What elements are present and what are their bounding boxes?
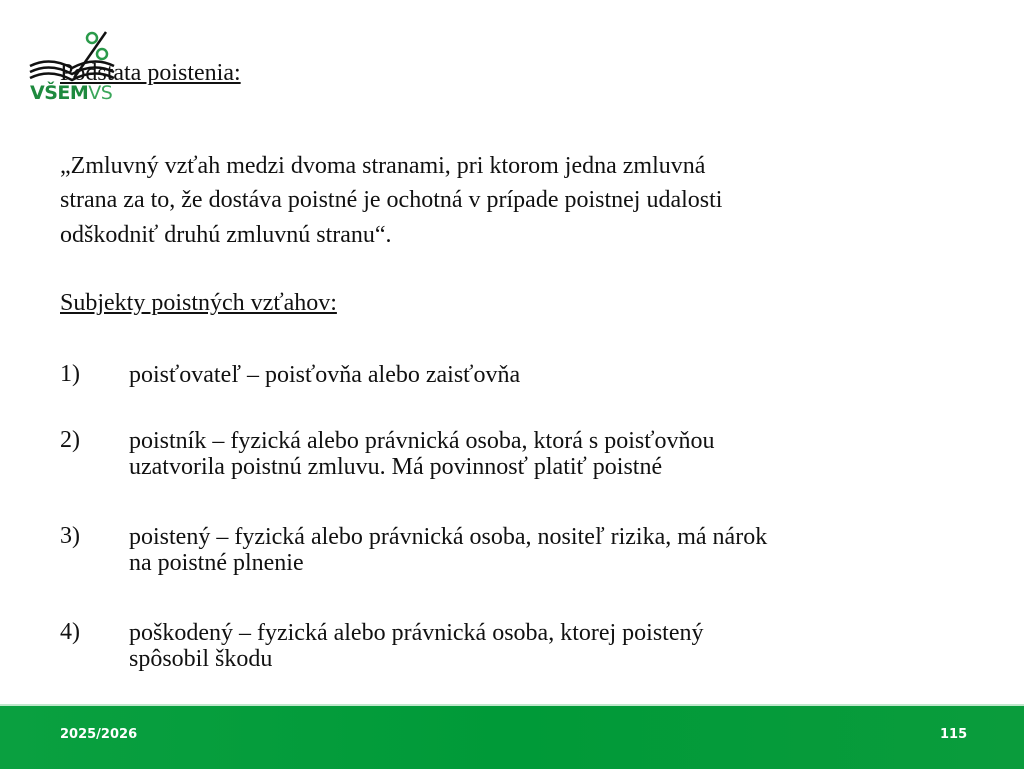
- list-item: [129, 362, 520, 388]
- vsemvs-logo: VŠEMVS: [28, 26, 118, 106]
- footer-bar: [0, 704, 1024, 769]
- item-line: na poistné plnenie: [129, 550, 304, 576]
- item-line: poistník – fyzická alebo právnická osoba, ktorá s poisťovňou: [129, 428, 715, 454]
- quote-line: odškodniť druhú zmluvnú stranu“.: [60, 222, 392, 248]
- item-line: poškodený – fyzická alebo právnická osoba, ktorej poistený: [129, 620, 704, 646]
- item-number: 1): [60, 361, 80, 387]
- list-item: [129, 428, 714, 480]
- footer-year: 2025/2026: [60, 727, 138, 742]
- item-number: 4): [60, 619, 80, 645]
- item-number: 2): [60, 427, 80, 453]
- item-line: uzatvorila poistnú zmluvu. Má povinnosť platiť poistné: [129, 454, 663, 480]
- item-number: 3): [60, 523, 80, 549]
- quote-line: strana za to, že dostáva poistné je ochotná v prípade poistnej udalosti: [60, 187, 723, 213]
- list-item: [129, 620, 704, 672]
- quote-line: „Zmluvný vzťah medzi dvoma stranami, pri ktorom jedna zmluvná: [60, 153, 706, 179]
- item-line: poistený – fyzická alebo právnická osoba, nositeľ rizika, má nárok: [129, 524, 768, 550]
- page-number: 115: [940, 727, 968, 742]
- item-line: spôsobil škodu: [129, 646, 273, 672]
- item-line: poisťovateľ – poisťovňa alebo zaisťovňa: [129, 362, 521, 388]
- subtitle: Subjekty poistných vzťahov:: [60, 290, 337, 316]
- list-item: [129, 524, 767, 576]
- slide-title: Podstata poistenia:: [60, 60, 241, 86]
